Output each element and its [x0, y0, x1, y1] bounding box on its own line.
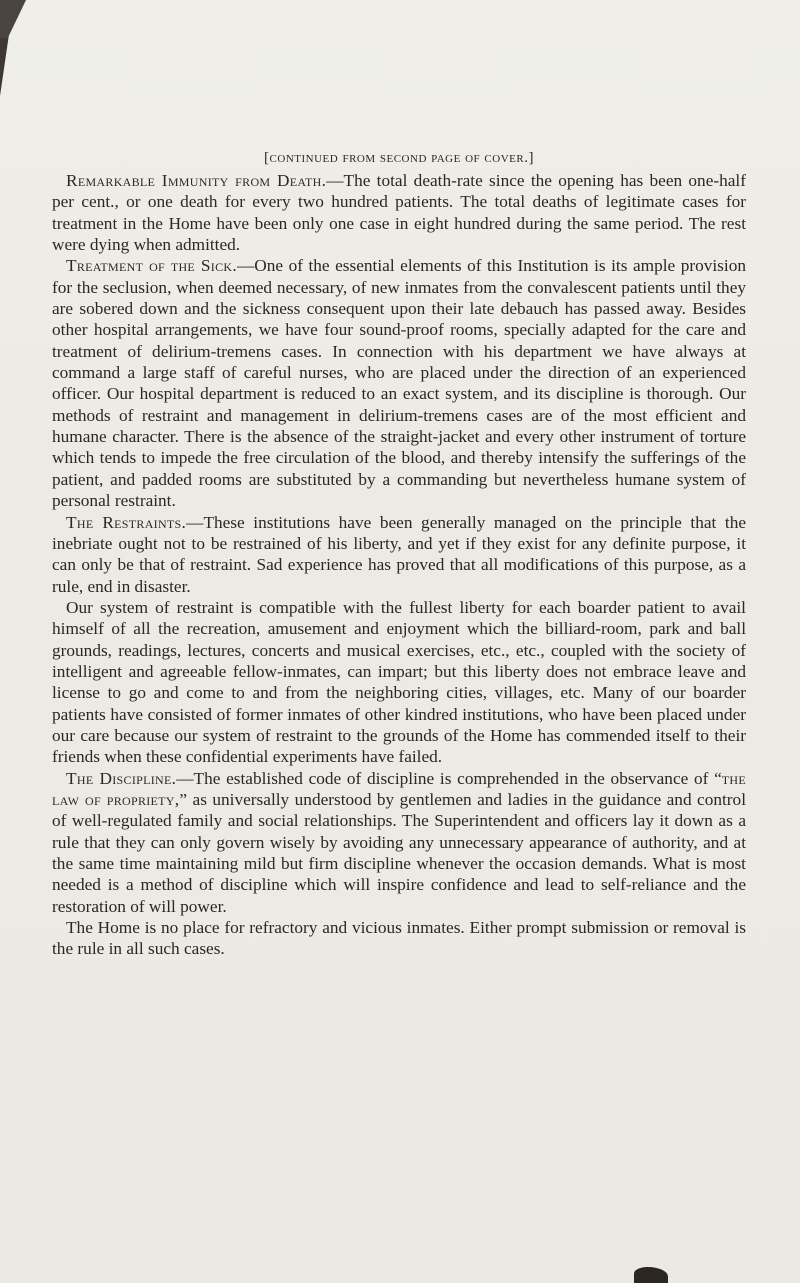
- paragraph-restraints: [52, 512, 746, 597]
- paragraph-immunity: [52, 170, 746, 255]
- paragraph-system: [52, 597, 746, 768]
- text-refractory: The Home is no place for refractory and vicious inmates. Either prompt submission or removal is the rule in all such cases.: [52, 918, 746, 959]
- text-treatment: —One of the essential elements of this Institution is its ample provision for the seclusion, when deemed necessary, of new inmates from the convalescent patients until they are sobered down and the sickness consequent upon their late debauch has passed away. Besides other hospital arrangements, we have four sound-proof rooms, specially adapted for the care and treatment of delirium-tremens cases. In connection with his department we have always at command a large staff of careful nurses, who are placed under the direction of an experienced officer. Our hospital department is reduced to an exact system, and its discipline is thorough. Our methods of restraint and management in delirium-tremens cases are of the most efficient and humane character. There is the absence of the straight-jacket and every other instrument of torture which tends to impede the free circulation of the blood, and thereby intensify the sufferings of the patient, and padded rooms are substituted by a commanding but nevertheless humane system of personal restraint.: [52, 256, 746, 511]
- heading-immunity: Remarkable Immunity from Death.: [66, 171, 327, 190]
- paragraph-discipline: [52, 768, 746, 917]
- heading-restraints: The Restraints.: [66, 512, 187, 532]
- ink-blot: [634, 1267, 668, 1283]
- heading-treatment: Treatment of the Sick.: [66, 256, 237, 276]
- body-text: [52, 148, 746, 960]
- heading-discipline: The Discipline.: [66, 768, 177, 788]
- text-immunity: —The total death-rate since the opening has been one-half per cent., or one death for every two hundred patients. The total deaths of legitimate cases for treatment in the Home have been only one case in eight hundred during the same period. The rest were dying when admitted.: [52, 171, 746, 255]
- paragraph-treatment: [52, 255, 746, 511]
- text-discipline-after: ” as universally understood by gentlemen and ladies in the guidance and control of well-regulated family and social relationships. The Superintendent and officers lay it down as a rule that they can only govern wisely by avoiding any unnecessary appearance of authority, and at the same time maintaining mild but firm discipline whenever the occasion demands. What is most needed is a method of discipline which will inspire confidence and lead to self-reliance and the restoration of will power.: [52, 789, 747, 916]
- continued-text: [continued from second page of cover.]: [264, 150, 534, 166]
- continued-notice: [52, 148, 746, 169]
- text-discipline-before: —The established code of discipline is comprehended in the observance of “: [176, 768, 722, 788]
- text-restraints: —These institutions have been generally managed on the principle that the inebriate ought not to be restrained of his liberty, and yet if they exist for any definite purpose, it can only be that of restraint. Sad experience has proved that all modifications of this purpose, as a rule, end in disaster.: [52, 512, 746, 596]
- text-system: Our system of restraint is compatible with the fullest liberty for each boarder patient to avail himself of all the recreation, amusement and enjoyment which the billiard-room, park and ball grounds, readings, lectures, concerts and musical exercises, etc., etc., coupled with the society of intelligent and agreeable fellow-inmates, can impart; but this liberty does not embrace leave and license to go and come to and from the neighboring cities, villages, etc. Many of our boarder patients have consisted of former inmates of other kindred institutions, who have been placed under our care because our system of restraint to the grounds of the Home has commended itself to their friends when these confidential experiments have failed.: [52, 597, 746, 767]
- phrase-law-of-propriety: the law of propriety,: [52, 768, 746, 809]
- paragraph-refractory: [52, 917, 746, 960]
